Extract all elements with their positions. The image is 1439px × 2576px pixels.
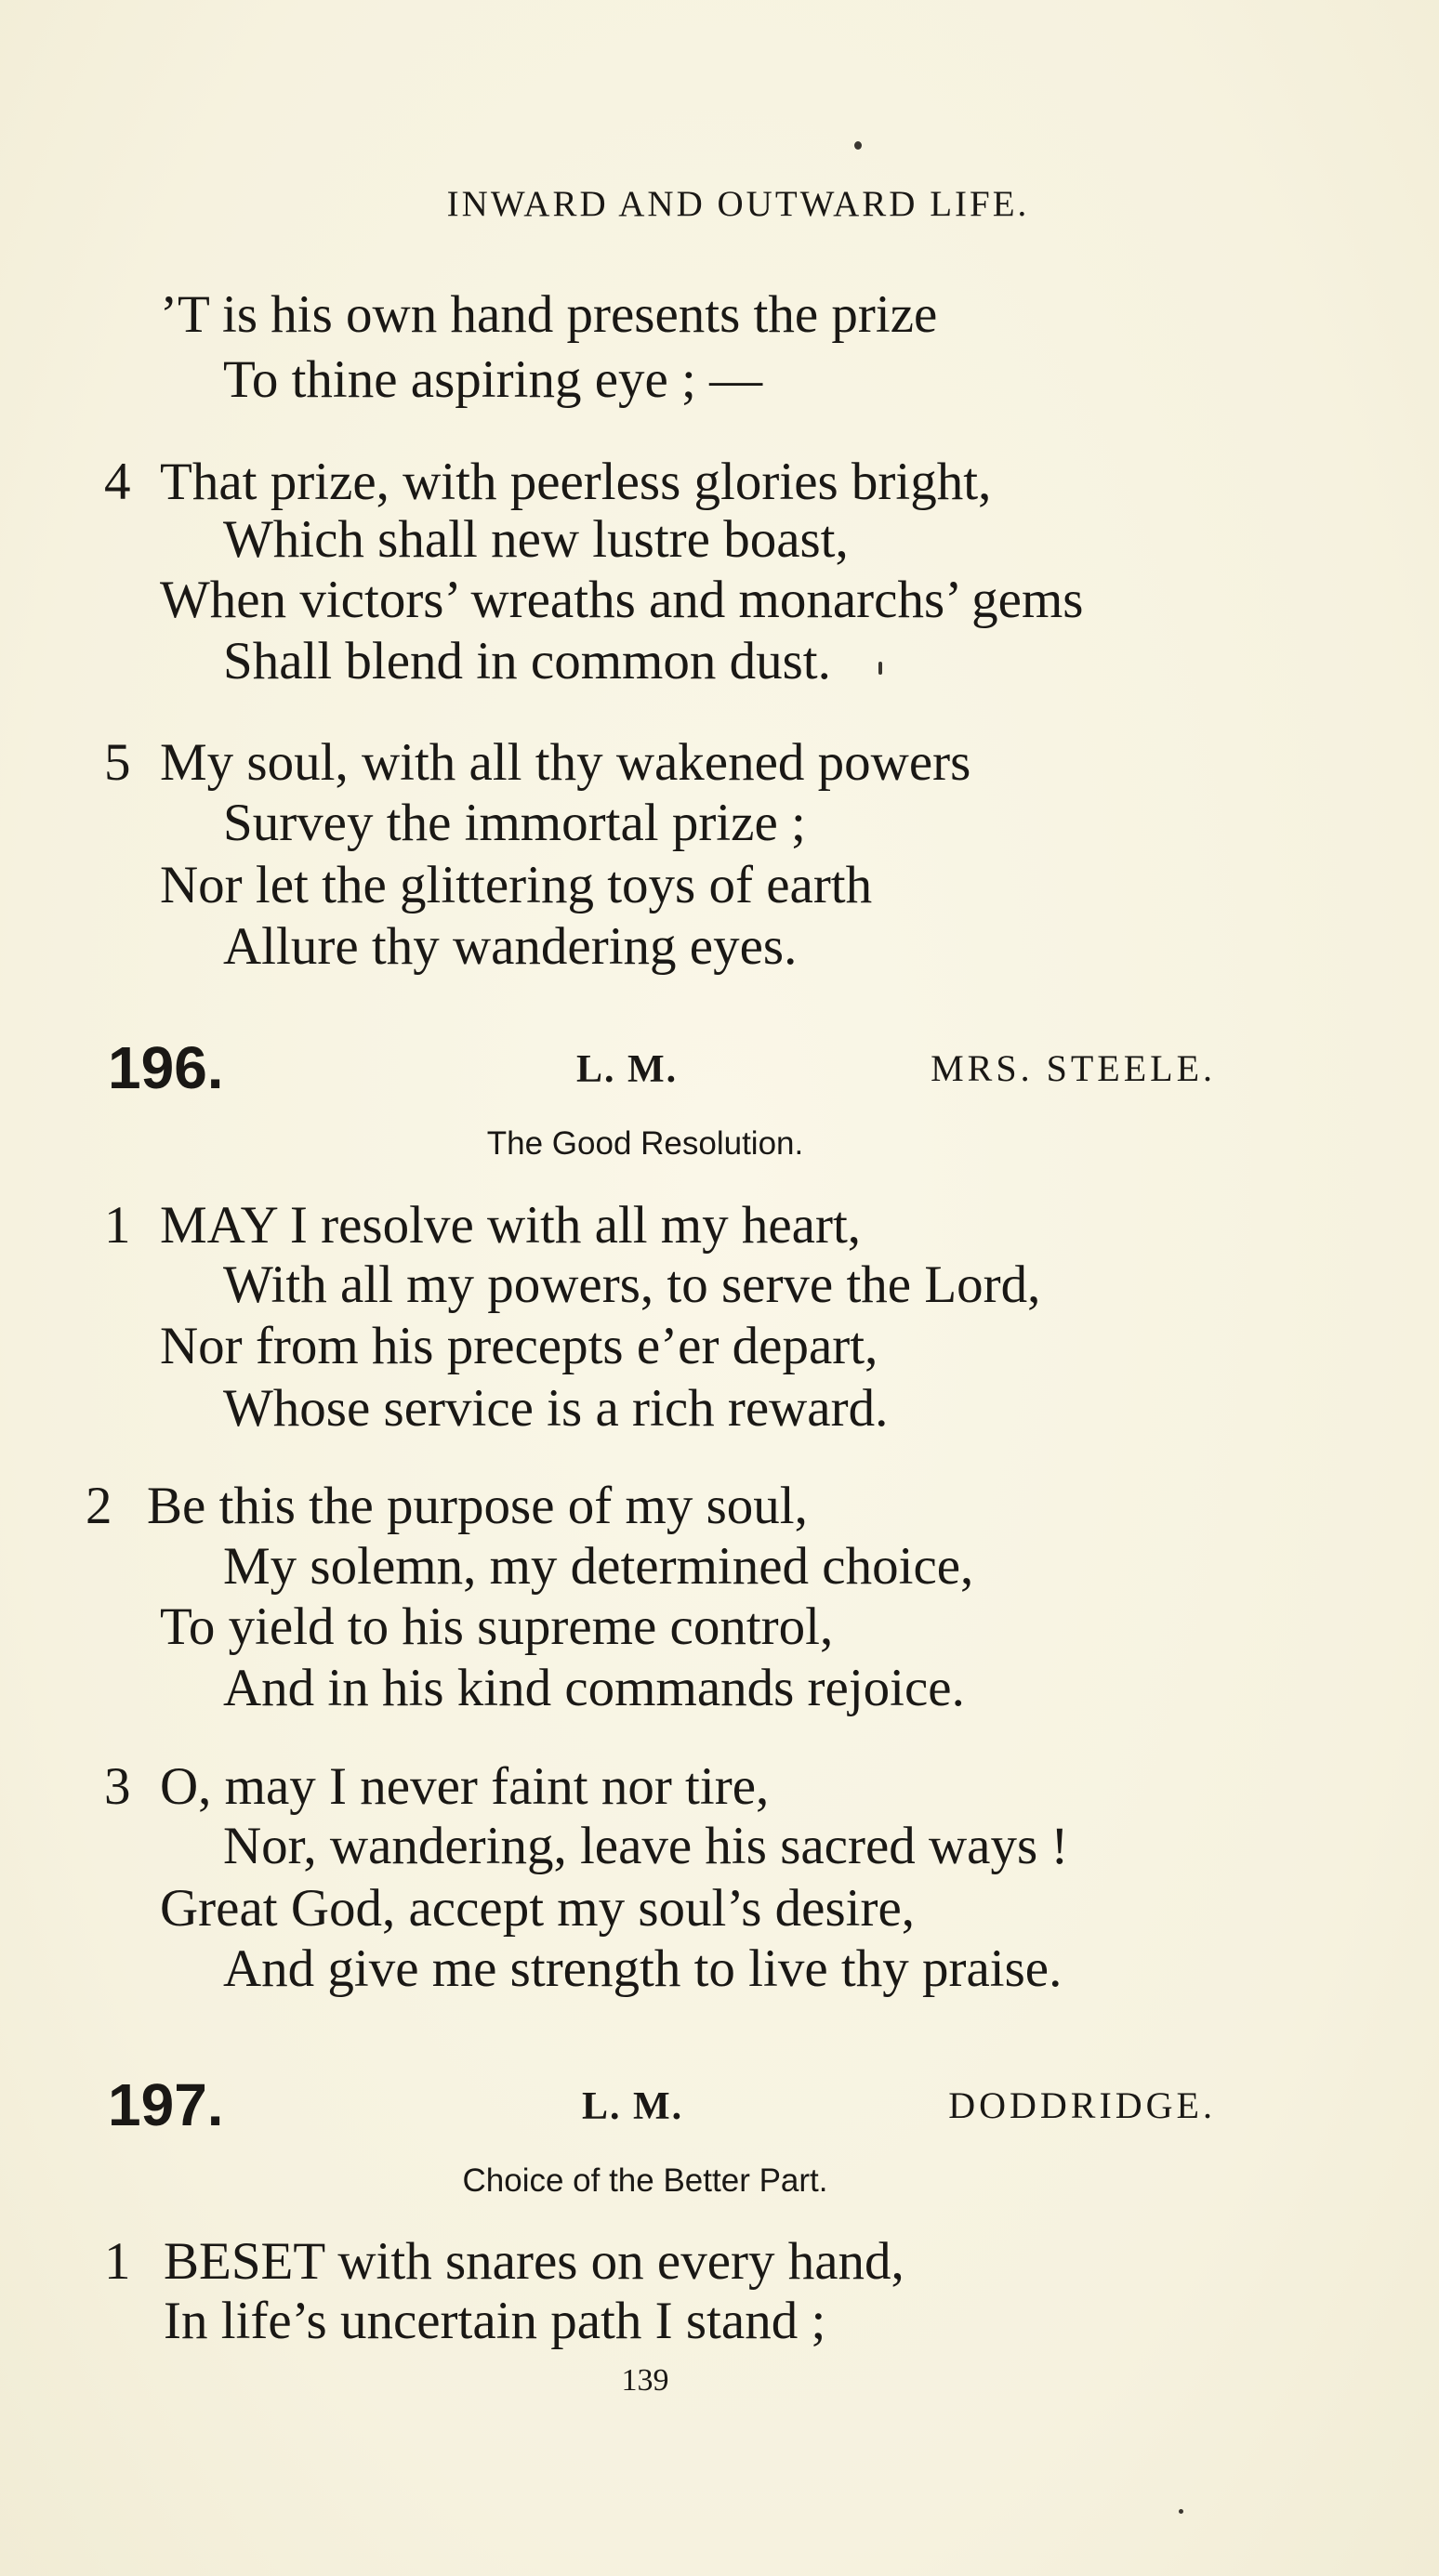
page-number: 139 bbox=[621, 2363, 669, 2398]
hymn-number: 196. bbox=[108, 1034, 224, 1101]
verse-line: And in his kind commands rejoice. bbox=[223, 1659, 965, 1717]
hymn-number: 197. bbox=[108, 2071, 224, 2138]
continuation-line-1: ’T is his own hand presents the prize bbox=[160, 285, 938, 344]
verse-line: And give me strength to live thy praise. bbox=[223, 1939, 1063, 1998]
ink-speck bbox=[878, 662, 882, 675]
verse-line: Great God, accept my soul’s desire, bbox=[160, 1879, 915, 1938]
verse-line: Nor, wandering, leave his sacred ways ! bbox=[223, 1817, 1069, 1875]
verse-line: MAY I resolve with all my heart, bbox=[160, 1196, 862, 1255]
verse-line: That prize, with peerless glories bright, bbox=[160, 453, 992, 511]
continuation-line-2: To thine aspiring eye ; — bbox=[223, 350, 763, 409]
verse-line: Allure thy wandering eyes. bbox=[223, 917, 798, 976]
ink-speck bbox=[1179, 2509, 1183, 2514]
ink-speck bbox=[854, 141, 862, 150]
verse-line: Nor let the glittering toys of earth bbox=[160, 856, 873, 914]
hymn-meter: L. M. bbox=[582, 2085, 684, 2128]
verse-line: With all my powers, to serve the Lord, bbox=[223, 1255, 1041, 1314]
hymn-meter: L. M. bbox=[576, 1048, 679, 1091]
verse-line: My solemn, my determined choice, bbox=[223, 1537, 974, 1596]
verse-line: BESET with snares on every hand, bbox=[164, 2232, 904, 2291]
verse-number: 2 bbox=[86, 1477, 112, 1535]
verse-line: Survey the immortal prize ; bbox=[223, 794, 806, 852]
running-head: INWARD AND OUTWARD LIFE. bbox=[446, 184, 1030, 224]
verse-number: 4 bbox=[104, 453, 131, 511]
verse-number: 3 bbox=[104, 1757, 131, 1816]
verse-line: Which shall new lustre boast, bbox=[223, 510, 849, 569]
verse-line: Shall blend in common dust. bbox=[223, 632, 831, 690]
verse-number: 1 bbox=[104, 1196, 131, 1255]
verse-line: O, may I never faint nor tire, bbox=[160, 1757, 770, 1816]
verse-line: In life’s uncertain path I stand ; bbox=[164, 2292, 826, 2350]
verse-number: 1 bbox=[104, 2232, 131, 2291]
verse-line: When victors’ wreaths and monarchs’ gems bbox=[160, 571, 1084, 629]
hymn-author: DODDRIDGE. bbox=[948, 2084, 1216, 2126]
verse-line: Whose service is a rich reward. bbox=[223, 1379, 889, 1438]
verse-line: My soul, with all thy wakened powers bbox=[160, 733, 971, 792]
hymn-title bbox=[0, 2164, 1290, 2197]
verse-line: Nor from his precepts e’er depart, bbox=[160, 1317, 878, 1375]
verse-line: To yield to his supreme control, bbox=[160, 1597, 834, 1656]
hymn-title-text: The Good Resolution. bbox=[486, 1125, 804, 1162]
verse-line: Be this the purpose of my soul, bbox=[147, 1477, 808, 1535]
verse-number: 5 bbox=[104, 733, 131, 792]
hymn-title bbox=[0, 1127, 1290, 1160]
hymn-author: MRS. STEELE. bbox=[931, 1047, 1216, 1089]
hymn-title-text: Choice of the Better Part. bbox=[462, 2162, 828, 2199]
